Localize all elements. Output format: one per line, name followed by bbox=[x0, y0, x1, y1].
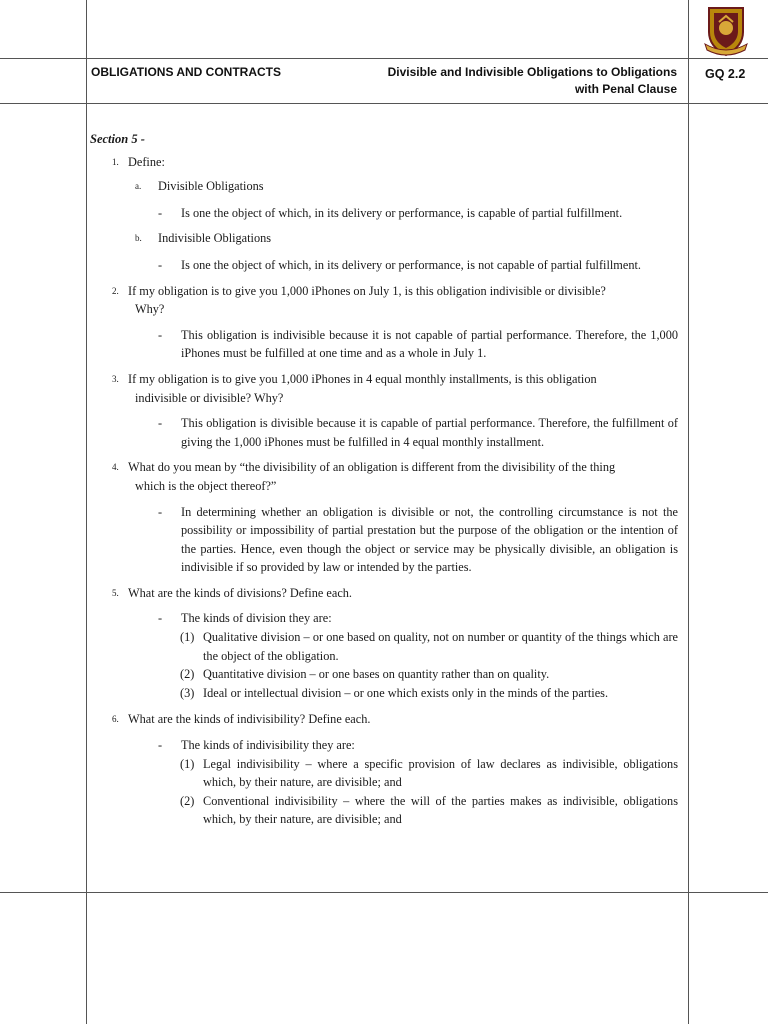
list-text: Quantitative division – or one bases on quantity rather than on quality. bbox=[203, 667, 550, 682]
question-text-continued: which is the object thereof?” bbox=[135, 478, 277, 493]
list-item bbox=[90, 684, 678, 703]
list-number: (2) bbox=[180, 667, 195, 682]
question-number: 6. bbox=[112, 714, 119, 725]
dash-bullet: - bbox=[158, 205, 163, 220]
list-number: (3) bbox=[180, 685, 195, 700]
question-text: Define: bbox=[128, 154, 165, 169]
subitem-b bbox=[90, 229, 678, 248]
list-item bbox=[90, 755, 678, 792]
answer-3 bbox=[90, 414, 678, 451]
document-body bbox=[90, 130, 678, 829]
dash-bullet: - bbox=[158, 257, 163, 272]
question-text: What do you mean by “the divisibility of an obligation is different from the divisibility of the thing bbox=[128, 460, 616, 475]
subitem-letter: b. bbox=[135, 233, 142, 244]
left-margin-rule bbox=[86, 0, 87, 1024]
list-number: (1) bbox=[180, 756, 195, 771]
question-text: What are the kinds of divisions? Define each. bbox=[128, 585, 352, 600]
answer-text: The kinds of division they are: bbox=[181, 611, 332, 626]
footer-rule bbox=[0, 892, 768, 893]
dash-bullet: - bbox=[158, 504, 163, 519]
header-topic-line2: with Penal Clause bbox=[574, 82, 677, 96]
answer-2 bbox=[90, 326, 678, 363]
list-text: Qualitative division – or one based on quality, not on number or quantity of the things which are the object of the obligation. bbox=[203, 630, 678, 663]
right-margin-rule bbox=[688, 0, 689, 1024]
header-subject: OBLIGATIONS AND CONTRACTS bbox=[91, 65, 281, 79]
question-4 bbox=[90, 458, 678, 495]
question-3 bbox=[90, 370, 678, 407]
answer-text: Is one the object of which, in its delivery or performance, is not capable of partial fulfillment. bbox=[181, 257, 641, 272]
subitem-term: Divisible Obligations bbox=[158, 179, 264, 194]
header-code: GQ 2.2 bbox=[705, 67, 746, 81]
header-top-rule bbox=[0, 58, 768, 59]
answer-text: This obligation is indivisible because it is not capable of partial performance. Therefore, the 1,000 iPhones must be fulfilled at one time and as a whole in July 1. bbox=[181, 327, 678, 361]
question-number: 2. bbox=[112, 285, 119, 296]
list-number: (1) bbox=[180, 630, 195, 645]
section-title: Section 5 - bbox=[90, 132, 145, 146]
question-number: 4. bbox=[112, 462, 119, 473]
question-6 bbox=[90, 710, 678, 729]
list-text: Conventional indivisibility – where the will of the parties makes as indivisible, obligations which, by their nature, are divisible; and bbox=[203, 793, 678, 827]
school-seal-icon bbox=[703, 4, 749, 58]
subitem-letter: a. bbox=[135, 181, 142, 192]
question-text-continued: Why? bbox=[135, 302, 165, 317]
answer-text: The kinds of indivisibility they are: bbox=[181, 738, 355, 753]
dash-bullet: - bbox=[158, 416, 163, 431]
question-2 bbox=[90, 282, 678, 319]
answer-text: Is one the object of which, in its delivery or performance, is capable of partial fulfillment. bbox=[181, 205, 623, 220]
answer-1b bbox=[90, 256, 678, 275]
answer-text: This obligation is divisible because it is capable of partial performance. Therefore, the fulfillment of giving the 1,000 iPhones must be fulfilled in 4 equal monthly installment. bbox=[181, 416, 678, 449]
list-text: Legal indivisibility – where a specific provision of law declares as indivisible, obligations which, by their nature, are divisible; and bbox=[203, 756, 678, 790]
question-text: What are the kinds of indivisibility? Define each. bbox=[128, 712, 371, 727]
subitem-a bbox=[90, 177, 678, 196]
list-text: Ideal or intellectual division – or one which exists only in the minds of the parties. bbox=[203, 685, 609, 700]
dash-bullet: - bbox=[158, 327, 163, 342]
answer-6-intro bbox=[90, 736, 678, 755]
question-text: If my obligation is to give you 1,000 iPhones on July 1, is this obligation indivisible or divisible? bbox=[128, 283, 606, 298]
question-1 bbox=[90, 153, 678, 172]
question-number: 1. bbox=[112, 156, 119, 167]
dash-bullet: - bbox=[158, 611, 163, 626]
answer-1a bbox=[90, 204, 678, 223]
question-number: 5. bbox=[112, 587, 119, 598]
answer-text: In determining whether an obligation is divisible or not, the controlling circumstance is not the possibility or impossibility of partial prestation but the purpose of the obligation or the intention of the parties. Hence, even though the object or service may be physically divisible, an obligation is indivisible if so provided by law or intended by the parties. bbox=[181, 504, 678, 575]
answer-4 bbox=[90, 503, 678, 577]
question-text-continued: indivisible or divisible? Why? bbox=[135, 390, 284, 405]
question-5 bbox=[90, 584, 678, 603]
question-number: 3. bbox=[112, 373, 119, 384]
list-item bbox=[90, 665, 678, 684]
header-topic-line1: Divisible and Indivisible Obligations to Obligations bbox=[387, 65, 677, 79]
subitem-term: Indivisible Obligations bbox=[158, 231, 272, 246]
question-text: If my obligation is to give you 1,000 iPhones in 4 equal monthly installments, is this obligation bbox=[128, 371, 597, 386]
dash-bullet: - bbox=[158, 738, 163, 753]
list-item bbox=[90, 792, 678, 829]
answer-5-intro bbox=[90, 609, 678, 628]
list-item bbox=[90, 628, 678, 665]
header-bottom-rule bbox=[0, 103, 768, 104]
list-number: (2) bbox=[180, 793, 195, 808]
